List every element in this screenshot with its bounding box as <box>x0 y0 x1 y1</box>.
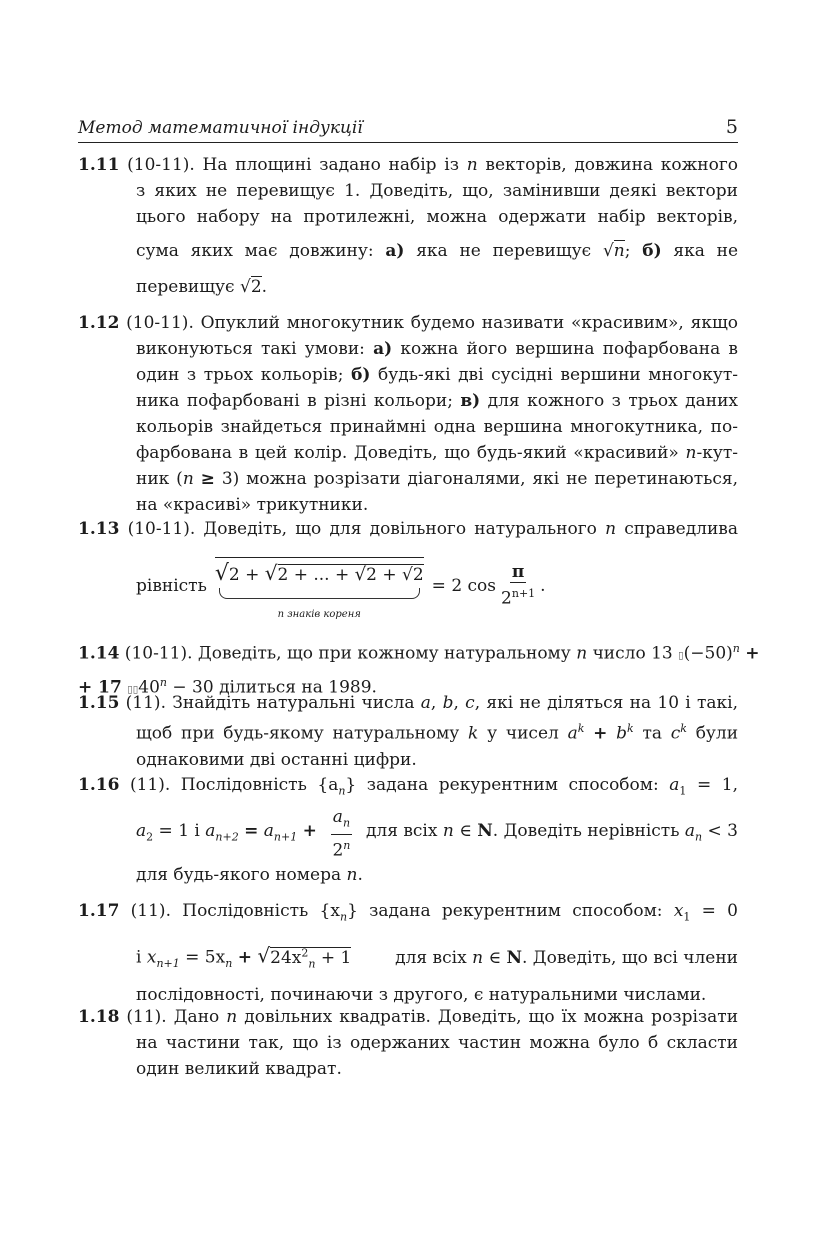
recurrence-formula-x: і $x_{n+1} = 5x_n + √24x^2_n + 1$ для всіх n ∈ N. Доведіть, що всі члени <box>136 943 738 970</box>
nested-radical: √2 + √2 + ... + √2 + √2 n знаків кореня <box>215 557 424 628</box>
problem-number: 1.12 <box>78 313 120 333</box>
running-header <box>78 116 738 143</box>
problem-number: 1.17 <box>78 901 120 921</box>
problem-1-16: 1.16 (11). Послідовність $\{a_n\}$ задана рекурентним способом: $a_1 = 1$, $a_2 = 1$ і $a_{n+2} = a_{n+1}$ + $\frac{a_n}{2^n}$ для всіх n ∈ N. Доведіть нерівність $a_n < 3$ для будь-якого номера n. <box>78 775 738 886</box>
problem-number: 1.18 <box>78 1007 120 1027</box>
problem-1-13: 1.13 (10-11). Доведіть, що для довільного натурального n справедлива рівність √2 + √2 + ... + √2 + √2 n знаків кореня = 2 cos $\frac{\pi}{2^{n+1}}$ . <box>78 516 738 616</box>
problem-number: 1.14 <box>78 643 120 664</box>
problem-number: 1.13 <box>78 519 120 539</box>
problem-1-11: 1.11 (10-11). На площині задано набір із n векторів, довжина кожного з яких не перевищує 1. Доведіть, що, замінивши деякі вектори цього набору на протилежні, можна одержати набір векторів, сума яких має довжину: а) яка не перевищує √n; б) яка не перевищує √2. <box>78 155 739 297</box>
sqrt-2: √2 <box>239 277 262 297</box>
problem-1-12: 1.12 (10-11). Опуклий многокутник будемо називати «красивим», якщо виконуються такі умови: а) кожна його вершина пофарбована в один з трьох кольорів; б) будь-які дві сусідні вершини многокут- ника пофарбовані в різні кольори; в) для кожного з трьох даних кольорів знайдеться принаймні одна вершина многокутника, по- фарбована в цей колір. Доведіть, що будь-який «красивий» n-кут- ник (n ≥ 3) можна розрізати діагоналями, які не перетинаються, на «красиві» трикутники. <box>78 313 739 515</box>
problem-1-17: 1.17 (11). Послідовність $\{x_n\}$ задана рекурентним способом: $x_1 = 0$ і $x_{n+1} = 5x_n + √24x^2_n + 1$ для всіх n ∈ N. Доведіть, що всі члени послідовності, починаючи з другого, є натуральними числами. <box>78 901 738 1006</box>
problem-number: 1.15 <box>78 693 120 713</box>
problem-number: 1.16 <box>78 775 120 795</box>
problem-1-14: 1.14 (10-11). Доведіть, що при кожному натуральному n число 13 $▯(-50)^n$ + + 17 ▯▯40$^n$ − 30 ділиться на 1989. <box>78 642 760 698</box>
sqrt-n: √n <box>602 241 625 261</box>
fraction-pi: $\frac{\pi}{2^{n+1}}$ <box>501 562 536 609</box>
brace-caption: n знаків кореня <box>277 608 361 620</box>
underbrace <box>219 588 420 599</box>
recurrence-formula: $a_2 = 1$ і $a_{n+2} = a_{n+1}$ + $\frac{a_n}{2^n}$ для всіх n ∈ N. Доведіть нерівність $a_n < 3$ <box>136 807 738 861</box>
problem-1-18: 1.18 (11). Дано n довільних квадратів. Доведіть, що їх можна розрізати на частини так, що із одержаних частин можна було б скласти один великий квадрат. <box>78 1007 739 1079</box>
fraction-an-2n: $\frac{a_n}{2^n}$ <box>332 807 351 861</box>
equation-nested-radical: рівність √2 + √2 + ... + √2 + √2 n знаків кореня = 2 cos $\frac{\pi}{2^{n+1}}$ . <box>78 556 738 616</box>
running-title: Метод математичної індукції <box>78 118 363 138</box>
problem-number: 1.11 <box>78 155 120 175</box>
problem-1-15: 1.15 (11). Знайдіть натуральні числа a, b, c, які не діляться на 10 і такі, щоб при будь-якому натуральному k у чисел $a^k + b^k$ та $c^k$ були однаковими дві останні цифри. <box>78 693 739 770</box>
page-number: 5 <box>725 116 738 138</box>
